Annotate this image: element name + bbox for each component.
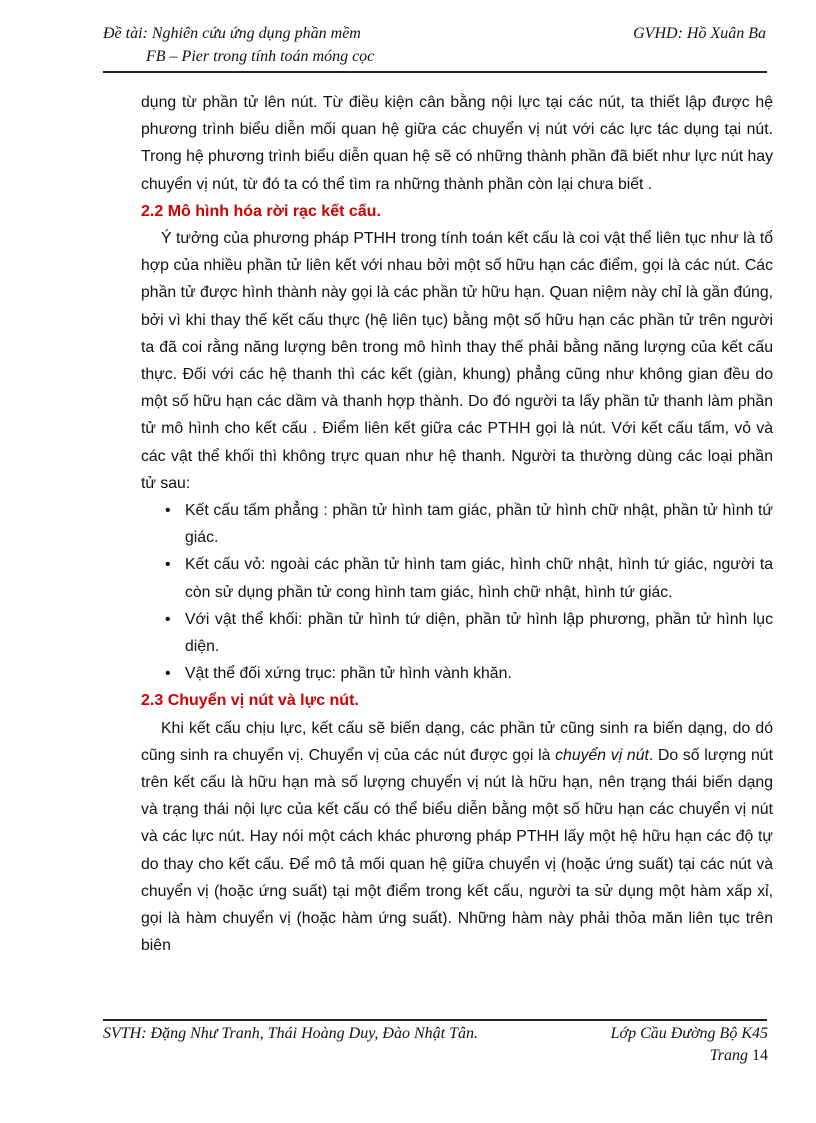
header-advisor: GVHD: Hồ Xuân Ba xyxy=(633,25,766,42)
list-item: • Kết cấu tấm phẳng : phần tử hình tam giác, phần tử hình chữ nhật, phần tử hình tứ giác. xyxy=(185,497,773,551)
page-body xyxy=(141,89,773,960)
footer-students: SVTH: Đặng Như Tranh, Thái Hoàng Duy, Đào Nhật Tân. xyxy=(103,1025,478,1042)
section-2-3-heading: 2.3 Chuyển vị nút và lực nút. xyxy=(141,692,359,710)
header-topic xyxy=(103,22,523,68)
page-number: 14 xyxy=(752,1047,768,1064)
page-label: Trang xyxy=(709,1047,748,1064)
element-type-list xyxy=(141,497,773,687)
list-item: • Với vật thể khối: phần tử hình tứ diện, phần tử hình lập phương, phần tử hình lục diện. xyxy=(185,606,773,660)
list-item: • Vật thể đối xứng trục: phần tử hình vành khăn. xyxy=(185,660,773,687)
term-node-displacement: chuyển vị nút xyxy=(555,746,649,764)
intro-paragraph: dụng từ phần tử lên nút. Từ điều kiện cân bằng nội lực tại các nút, ta thiết lập được hệ phương trình biểu diễn mối quan hệ giữa các chuyển vị nút với các lực tác dụng tại nút. Trong hệ phương trình biểu diễn quan hệ sẽ có những thành phần đã biết như lực nút hay chuyển vị nút, từ đó ta có thể tìm ra những thành phần còn lại chưa biết . xyxy=(141,94,773,193)
footer-rule xyxy=(103,1019,767,1021)
header-topic-line2: FB – Pier trong tính toán móng cọc xyxy=(146,48,375,65)
section-2-3-paragraph xyxy=(141,715,773,960)
section-2-2-paragraph: Ý tưởng của phương pháp PTHH trong tính toán kết cấu là coi vật thể liên tục như là tổ hợp của nhiều phần tử liên kết với nhau bởi một số hữu hạn các điểm, gọi là các nút. Các phần tử được hình thành này gọi là các phần tử hữu hạn. Quan niệm này chỉ là gần đúng, bởi vì khi thay thế kết cấu thực (hệ liên tục) bằng một số hữu hạn các phần tử trên người ta đã coi rằng năng lượng bên trong mô hình thay thế phải bằng năng lượng của kết cấu thực. Đối với các hệ thanh thì các kết (giàn, khung) phẳng cũng như không gian đều do một số hữu hạn các dầm và thanh hợp thành. Do đó người ta lấy phần tử thanh làm phần tử mô hình cho kết cấu . Điểm liên kết giữa các PTHH gọi là nút. Với kết cấu tấm, vỏ và các vật thể khối thì không trực quan như hệ thanh. Người ta thường dùng các loại phần tử sau: xyxy=(141,230,773,492)
footer-class: Lớp Cầu Đường Bộ K45 xyxy=(610,1025,768,1042)
page-number-line xyxy=(611,1045,768,1067)
header-rule xyxy=(103,71,767,73)
section-2-2-heading: 2.2 Mô hình hóa rời rạc kết cấu. xyxy=(141,202,381,220)
header-topic-line1: Đề tài: Nghiên cứu ứng dụng phần mềm xyxy=(103,25,361,42)
footer-right xyxy=(611,1023,768,1067)
list-item: • Kết cấu vỏ: ngoài các phần tử hình tam giác, hình chữ nhật, hình tứ giác, người ta còn sử dụng phần tử cong hình tam giác, hình chữ nhật, hình tứ giác. xyxy=(185,551,773,605)
section-2-3-text-a: Khi kết cấu chịu lực, kết cấu sẽ biến dạng, các phần tử cũng sinh ra biến dạng, do dó cũng sinh ra chuyển vị. Chuyển vị của các nút được gọi là xyxy=(141,719,773,764)
section-2-3-text-b: . Do số lượng nút trên kết cấu là hữu hạn mà số lượng chuyển vị nút là hữu hạn, nên trạng thái biến dạng và trạng thái nội lực của kết cấu có thể biểu diễn bằng một số hữu hạn các chuyển vị nút và các lực nút. Hay nói một cách khác phương pháp PTHH lấy một hệ hữu hạn các độ tự do thay cho kết cấu. Để mô tả mối quan hệ giữa chuyển vị (hoặc ứng suất) tại các nút và chuyển vị (hoặc ứng suất) tại một điểm trong kết cấu, người ta sử dụng một hàm xấp xỉ, gọi là hàm chuyển vị (hoặc hàm ứng suất). Những hàm này phải thỏa măn liên tục trên biên xyxy=(141,746,773,955)
